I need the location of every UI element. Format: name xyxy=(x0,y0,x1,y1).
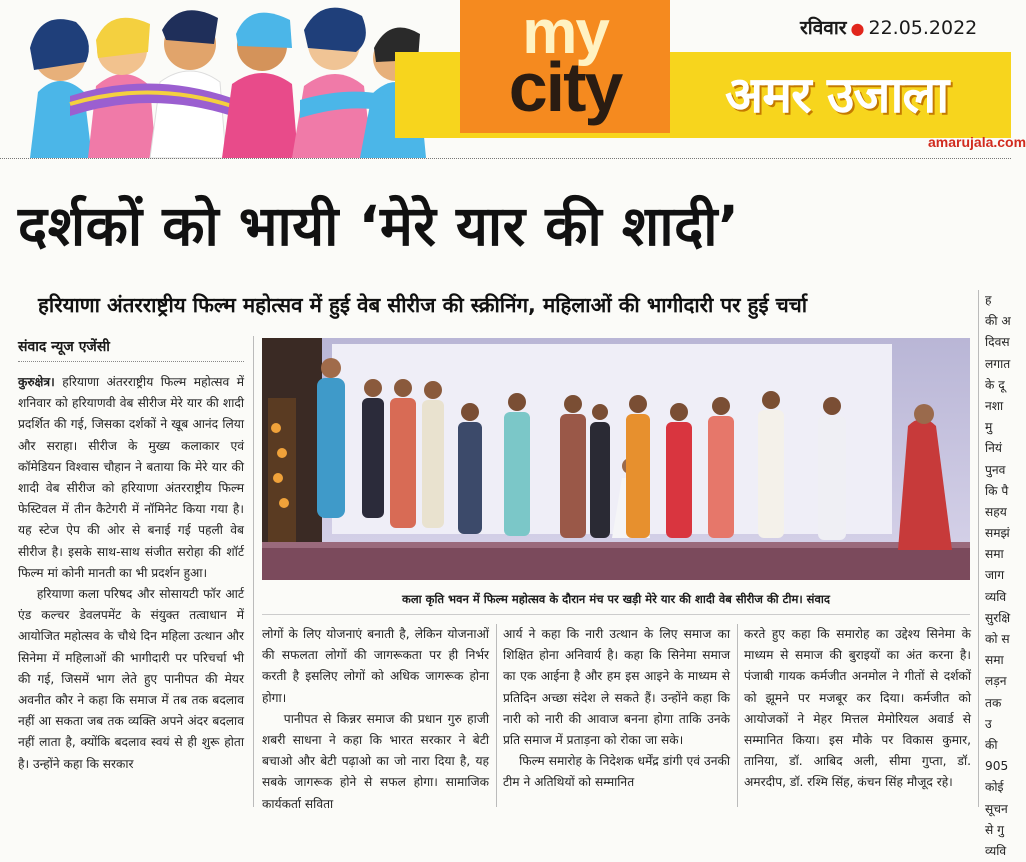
article-byline: संवाद न्यूज एजेंसी xyxy=(18,339,110,355)
byline-divider xyxy=(18,361,244,362)
adjacent-text-fragment: सुरक्षि xyxy=(985,610,1011,625)
adjacent-text-fragment: समझं xyxy=(985,526,1010,541)
column-divider xyxy=(737,624,738,807)
stage-team-photo xyxy=(262,338,970,580)
adjacent-text-fragment: के दू xyxy=(985,377,1005,392)
article-column-4 xyxy=(744,624,971,807)
masthead-dateline xyxy=(800,14,1011,42)
masthead xyxy=(0,0,1026,158)
newspaper-brand: अमर उजाला xyxy=(725,66,949,124)
article-text: फिल्म समारोह के निदेशक धर्मेंद्र डांगी एवं उनकी टीम ने अतिथियों को सम्मानित xyxy=(503,754,731,790)
adjacent-text-fragment: सूचन xyxy=(985,801,1008,816)
mycity-logo-city: city xyxy=(508,48,622,126)
adjacent-text-fragment: उ xyxy=(985,716,992,731)
adjacent-text-fragment: व्यवि xyxy=(985,843,1007,858)
adjacent-text-fragment: सहय xyxy=(985,504,1007,519)
adjacent-text-fragment: ह xyxy=(985,293,992,307)
adjacent-text-fragment: समा xyxy=(985,547,1004,562)
article-text: हरियाणा कला परिषद और सोसायटी फॉर आर्ट एंड कल्चर डेवलपमेंट के संयुक्त तत्वाधान में आयोजित महोत्सव के चौथे दिन महिला उत्थान और सिनेमा में महिलाओं की भागीदारी पर परिचर्चा भी की गई, जिसमें भाग लेते हुए पानीपत की मेयर अवनीत कौर ने कहा कि समाज में तब तक बदलाव नहीं आ सकता जब तक व्यक्ति अपने अंदर बदलाव नहीं लाता है, क्योंकि बदलाव स्वयं से ही शुरू होता है। उन्होंने कहा कि सरकार xyxy=(18,587,244,771)
adjacent-text-fragment: मु xyxy=(985,420,993,435)
adjacent-text-fragment: नियं xyxy=(985,441,1002,456)
caption-divider xyxy=(262,614,970,615)
adjacent-text-fragment: नशा xyxy=(985,398,1004,413)
masthead-divider xyxy=(0,158,1011,159)
article-text: हरियाणा अंतरराष्ट्रीय फिल्म महोत्सव में शनिवार को हरियाणवी वेब सीरीज मेरे यार की शादी प्रदर्शित की गई, जिसका दर्शकों ने खूब आनंद लिया और सराहा। सीरीज के मुख्य कलाकार एवं कॉमेडियन विश्वास चौहान ने बताया कि मेरे यार की शादी वेब सीरीज को हरियाणा अंतरराष्ट्रीय फिल्म फेस्टिवल में तीन कैटेगरी में नॉमिनेट किया गया है। यह स्टेज ऐप की ओर से बनाई गई पहली वेब सीरीज है। इसके साथ-साथ संजीत सरोहा की शॉर्ट फिल्म मां कोनी मानती का भी प्रदर्शन हुआ। xyxy=(18,375,244,580)
column-divider xyxy=(253,336,254,807)
adjacent-text-fragment: लड़न xyxy=(985,674,1007,689)
article-paragraph xyxy=(262,709,489,815)
article-paragraph: लोगों के लिए योजनाएं बनाती है, लेकिन योजनाओं की सफलता लोगों की जागरूकता पर ही निर्भर करती है इसलिए लोगों को अधिक जागरूक होना होगा। xyxy=(262,627,489,705)
adjacent-text-fragment: कोई xyxy=(985,780,1004,795)
mycity-logo xyxy=(460,0,670,133)
adjacent-article-column xyxy=(985,290,1011,858)
adjacent-text-fragment: तक xyxy=(985,695,1002,710)
article-subheadline: हरियाणा अंतरराष्ट्रीय फिल्म महोत्सव में हुई वेब सीरीज की स्क्रीनिंग, महिलाओं की भागीदारी पर हुई चर्चा xyxy=(38,293,808,317)
article-paragraph: करते हुए कहा कि समारोह का उद्देश्य सिनेमा के माध्यम से समाज की बुराइयों का अंत करना है। पंजाबी गायक कर्मजीत अनमोल ने गीतों से दर्शकों को झूमने पर मजबूर कर दिया। कर्मजीत को आयोजकों ने मेहर मित्तल मेमोरियल अवार्ड से सम्मानित किया। इस मौके पर विकास कुमार, तानिया, डॉ. आबिद अली, सीमा गुप्ता, डॉ. अमरदीप, डॉ. रश्मि सिंह, कंचन सिंह मौजूद रहे। xyxy=(744,627,971,790)
masthead-date: 22.05.2022 xyxy=(868,17,978,39)
article-photo xyxy=(262,338,970,580)
article-paragraph xyxy=(18,584,244,775)
people-hugging-illustration xyxy=(0,0,460,158)
adjacent-text-fragment: की xyxy=(985,737,998,752)
article-headline: दर्शकों को भायी ‘मेरे यार की शादी’ xyxy=(18,194,740,258)
article-paragraph xyxy=(18,372,244,584)
masthead-day: रविवार xyxy=(800,17,847,39)
column-divider xyxy=(978,290,979,807)
adjacent-text-fragment: 905 xyxy=(985,759,1009,774)
adjacent-text-fragment: व्यवि xyxy=(985,589,1007,604)
article-paragraph xyxy=(503,751,730,793)
adjacent-text-fragment: की अ xyxy=(985,314,1011,329)
photo-caption: कला कृति भवन में फिल्म महोत्सव के दौरान मंच पर खड़ी मेरे यार की शादी वेब सीरीज की टीम। संवाद xyxy=(402,592,830,606)
article-column-2 xyxy=(262,624,490,811)
adjacent-text-fragment: पुनव xyxy=(985,462,1006,477)
article-column-1 xyxy=(18,372,244,802)
article-paragraph: आर्य ने कहा कि नारी उत्थान के लिए समाज का शिक्षित होना अनिवार्य है। कहा कि सिनेमा समाज का एक आईना है और हम इस आइने के माध्यम से प्रतिदिन अच्छा संदेश ले सकते हैं। उन्होंने कहा कि नारी को नारी की आवाज बनना होगा ताकि उनके प्रति समाज में प्रताड़ना को रोका जा सके। xyxy=(503,627,730,748)
article-column-3 xyxy=(503,624,730,807)
bullet-icon: ● xyxy=(850,19,865,38)
article-text: पानीपत से किन्नर समाज की प्रधान गुरु हाजी शबरी साधना ने कहा कि भारत सरकार ने बेटी बचाओ और बेटी पढ़ाओ का जो नारा दिया है, यह सबके जागरूक होने से सफल होगा। सामाजिक कार्यकर्ता सविता xyxy=(262,711,490,811)
article-dateline: कुरुक्षेत्र। xyxy=(18,375,55,389)
mycity-logo-my: my xyxy=(522,0,608,67)
adjacent-text-fragment: दिवस xyxy=(985,335,1010,350)
column-divider xyxy=(496,624,497,807)
adjacent-text-fragment: जाग xyxy=(985,568,1005,583)
adjacent-text-fragment: को स xyxy=(985,632,1010,646)
newspaper-website: amarujala.com xyxy=(928,134,1026,150)
adjacent-text-fragment: समा xyxy=(985,653,1004,668)
adjacent-text-fragment: लगात xyxy=(985,356,1011,371)
adjacent-text-fragment: से गु xyxy=(985,822,1004,837)
adjacent-text-fragment: कि पै xyxy=(985,483,1009,498)
